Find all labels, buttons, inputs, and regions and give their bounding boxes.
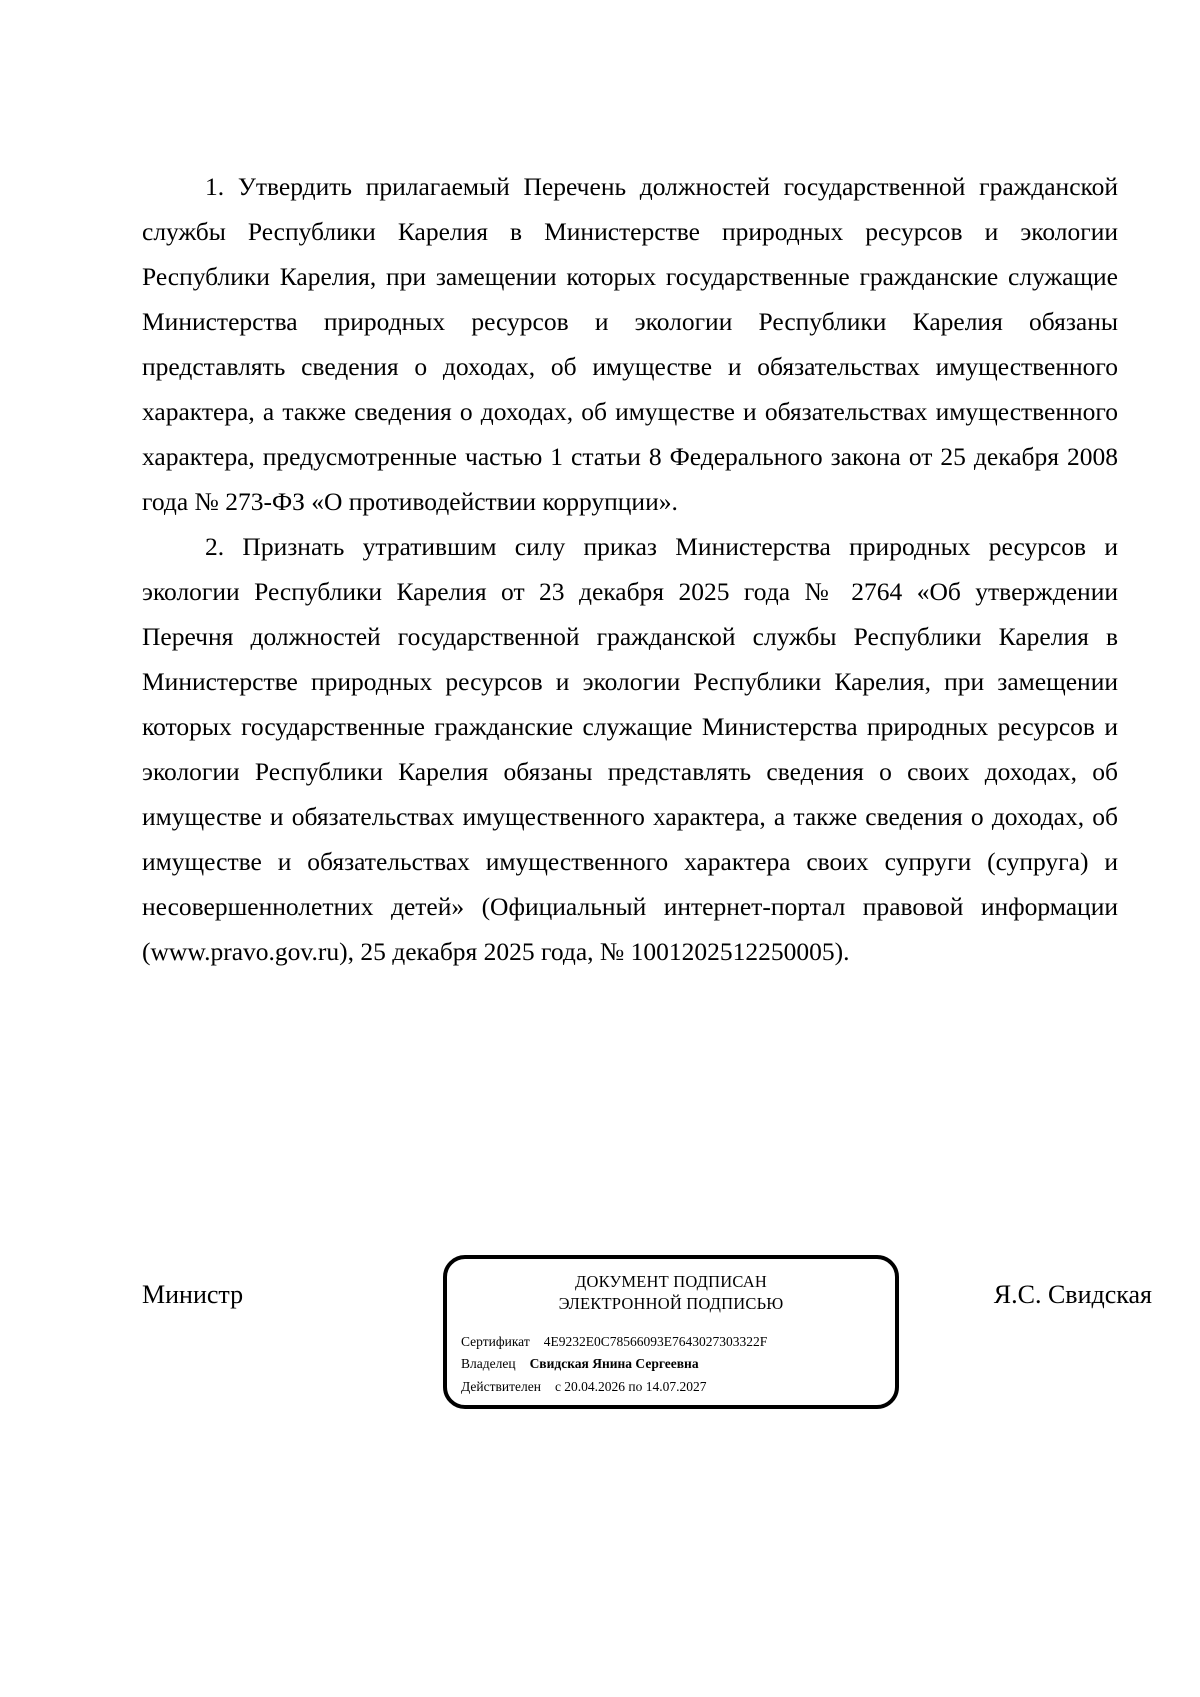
stamp-title bbox=[447, 1271, 895, 1315]
paragraph-2: 2. Признать утратившим силу приказ Министерства природных ресурсов и экологии Республики Карелия от 23 декабря 2025 года № 2764 «Об утверждении Перечня должностей государственной гражданской службы Республики Карелия в Министерстве природных ресурсов и экологии Республики Карелия, при замещении которых государственные гражданские служащие Министерства природных ресурсов и экологии Республики Карелия обязаны представлять сведения о своих доходах, об имуществе и обязательствах имущественного характера, а также сведения о доходах, об имуществе и обязательствах имущественного характера своих супруги (супруга) и несовершеннолетних детей» (Официальный интернет-портал правовой информации (www.pravo.gov.ru), 25 декабря 2025 года, № 1001202512250005). bbox=[142, 532, 1118, 966]
certificate-label: Сертификат bbox=[461, 1334, 530, 1349]
stamp-validity-row bbox=[461, 1378, 707, 1396]
owner-label: Владелец bbox=[461, 1356, 516, 1371]
electronic-signature-stamp bbox=[443, 1255, 899, 1409]
signer-name: Я.С. Свидская bbox=[993, 1280, 1152, 1309]
signer-position: Министр bbox=[142, 1280, 244, 1309]
stamp-title-line-2: ЭЛЕКТРОННОЙ ПОДПИСЬЮ bbox=[558, 1294, 784, 1313]
stamp-title-line-1: ДОКУМЕНТ ПОДПИСАН bbox=[575, 1272, 767, 1291]
stamp-certificate-row bbox=[461, 1333, 767, 1351]
valid-label: Действителен bbox=[461, 1379, 541, 1394]
paragraph-1: 1. Утвердить прилагаемый Перечень должностей государственной гражданской службы Республики Карелия в Министерстве природных ресурсов и экологии Республики Карелия, при замещении которых государственные гражданские служащие Министерства природных ресурсов и экологии Республики Карелия обязаны представлять сведения о доходах, об имуществе и обязательствах имущественного характера, а также сведения о доходах, об имуществе и обязательствах имущественного характера, предусмотренные частью 1 статьи 8 Федерального закона от 25 декабря 2008 года № 273-ФЗ «О противодействии коррупции». bbox=[142, 172, 1118, 516]
certificate-value: 4E9232E0C78566093E7643027303322F bbox=[543, 1334, 768, 1349]
signature-block bbox=[0, 1255, 1200, 1415]
stamp-owner-row bbox=[461, 1355, 699, 1373]
owner-value: Свидская Янина Сергеевна bbox=[529, 1356, 699, 1371]
document-body bbox=[142, 164, 1118, 974]
valid-value: с 20.04.2026 по 14.07.2027 bbox=[554, 1379, 707, 1394]
